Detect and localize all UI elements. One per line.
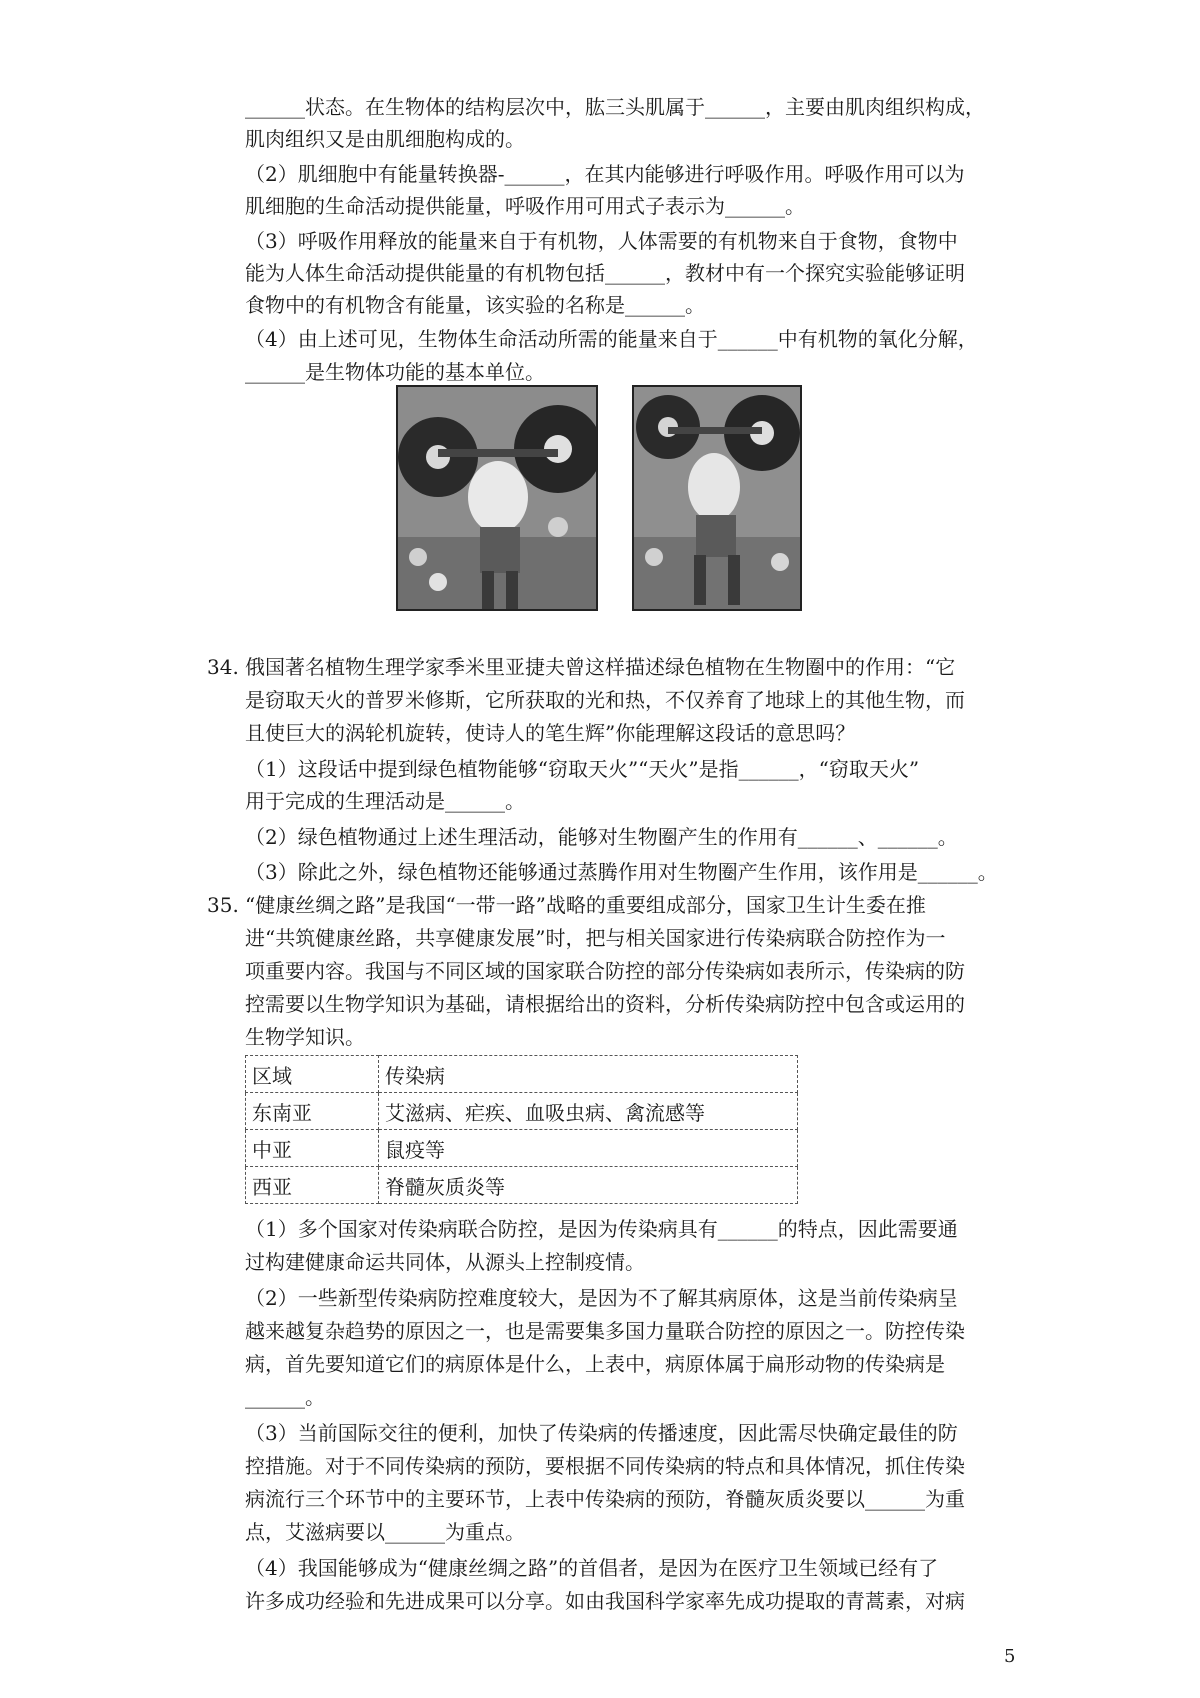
weightlifter-image [398, 387, 596, 609]
text-line: 越来越复杂趋势的原因之一，也是需要集多国力量联合防控的原因之一。防控传染 [245, 1319, 965, 1343]
table-cell: 东南亚 [246, 1093, 379, 1130]
question-number: 34. [207, 655, 239, 679]
weightlifting-photo-right [632, 385, 802, 611]
table-cell: 中亚 [246, 1130, 379, 1167]
text-line: 点，艾滋病要以______为重点。 [245, 1520, 525, 1544]
text-line: （2）绿色植物通过上述生理活动，能够对生物圈产生的作用有______、______。 [245, 825, 958, 849]
text-line: 控需要以生物学知识为基础，请根据给出的资料，分析传染病防控中包含或运用的 [245, 992, 965, 1016]
disease-region-table [245, 1055, 798, 1204]
weightlifting-photo-left [396, 385, 598, 611]
text-line: 是窃取天火的普罗米修斯，它所获取的光和热，不仅养育了地球上的其他生物，而 [245, 688, 965, 712]
text-line: 许多成功经验和先进成果可以分享。如由我国科学家率先成功提取的青蒿素，对病 [245, 1589, 965, 1613]
table-row [246, 1130, 798, 1167]
text-line: （2）肌细胞中有能量转换器-______，在其内能够进行呼吸作用。呼吸作用可以为 [245, 162, 965, 186]
text-line: 肌细胞的生命活动提供能量，呼吸作用可用式子表示为______。 [245, 194, 805, 218]
table-header-cell: 区域 [246, 1056, 379, 1093]
text-line: 控措施。对于不同传染病的预防，要根据不同传染病的特点和具体情况，抓住传染 [245, 1454, 965, 1478]
table-cell: 西亚 [246, 1167, 379, 1204]
text-line: 俄国著名植物生理学家季米里亚捷夫曾这样描述绿色植物在生物圈中的作用：“它 [245, 655, 956, 679]
text-line: 生物学知识。 [245, 1025, 365, 1049]
text-line: 进“共筑健康丝路，共享健康发展”时，把与相关国家进行传染病联合防控作为一 [245, 926, 946, 950]
table-header-row [246, 1056, 798, 1093]
text-line: ______是生物体功能的基本单位。 [245, 360, 545, 384]
table-cell: 艾滋病、疟疾、血吸虫病、禽流感等 [379, 1093, 798, 1130]
text-line: ______状态。在生物体的结构层次中，肱三头肌属于______，主要由肌肉组织构成， [245, 95, 985, 119]
text-line: （3）除此之外，绿色植物还能够通过蒸腾作用对生物圈产生作用，该作用是______。 [245, 860, 998, 884]
table-row [246, 1167, 798, 1204]
text-line: （4）由上述可见，生物体生命活动所需的能量来自于______中有机物的氧化分解， [245, 327, 978, 351]
text-line: 食物中的有机物含有能量，该实验的名称是______。 [245, 293, 705, 317]
text-line: （3）呼吸作用释放的能量来自于有机物，人体需要的有机物来自于食物，食物中 [245, 229, 958, 253]
text-line: 且使巨大的涡轮机旋转，使诗人的笔生辉”你能理解这段话的意思吗？ [245, 721, 856, 745]
page-number: 5 [1004, 1646, 1016, 1667]
text-line: 肌肉组织又是由肌细胞构成的。 [245, 127, 525, 151]
question-number: 35. [207, 893, 239, 917]
text-line: （4）我国能够成为“健康丝绸之路”的首倡者，是因为在医疗卫生领域已经有了 [245, 1556, 939, 1580]
table-cell: 脊髓灰质炎等 [379, 1167, 798, 1204]
text-line: ______。 [245, 1385, 325, 1409]
text-line: 能为人体生命活动提供能量的有机物包括______，教材中有一个探究实验能够证明 [245, 261, 965, 285]
text-line: 病流行三个环节中的主要环节，上表中传染病的预防，脊髓灰质炎要以______为重 [245, 1487, 965, 1511]
text-line: 病，首先要知道它们的病原体是什么，上表中，病原体属于扁形动物的传染病是 [245, 1352, 945, 1376]
table-row [246, 1093, 798, 1130]
text-line: “健康丝绸之路”是我国“一带一路”战略的重要组成部分，国家卫生计生委在推 [245, 893, 926, 917]
text-line: （1）多个国家对传染病联合防控，是因为传染病具有______的特点，因此需要通 [245, 1217, 958, 1241]
text-line: 用于完成的生理活动是______。 [245, 789, 525, 813]
text-line: （1）这段话中提到绿色植物能够“窃取天火”“天火”是指______，“窃取天火” [245, 757, 920, 781]
text-line: 项重要内容。我国与不同区域的国家联合防控的部分传染病如表所示，传染病的防 [245, 959, 965, 983]
text-line: （3）当前国际交往的便利，加快了传染病的传播速度，因此需尽快确定最佳的防 [245, 1421, 958, 1445]
text-line: （2）一些新型传染病防控难度较大，是因为不了解其病原体，这是当前传染病呈 [245, 1286, 958, 1310]
table-cell: 鼠疫等 [379, 1130, 798, 1167]
text-line: 过构建健康命运共同体，从源头上控制疫情。 [245, 1250, 645, 1274]
table-header-cell: 传染病 [379, 1056, 798, 1093]
weightlifter-image [634, 387, 800, 609]
